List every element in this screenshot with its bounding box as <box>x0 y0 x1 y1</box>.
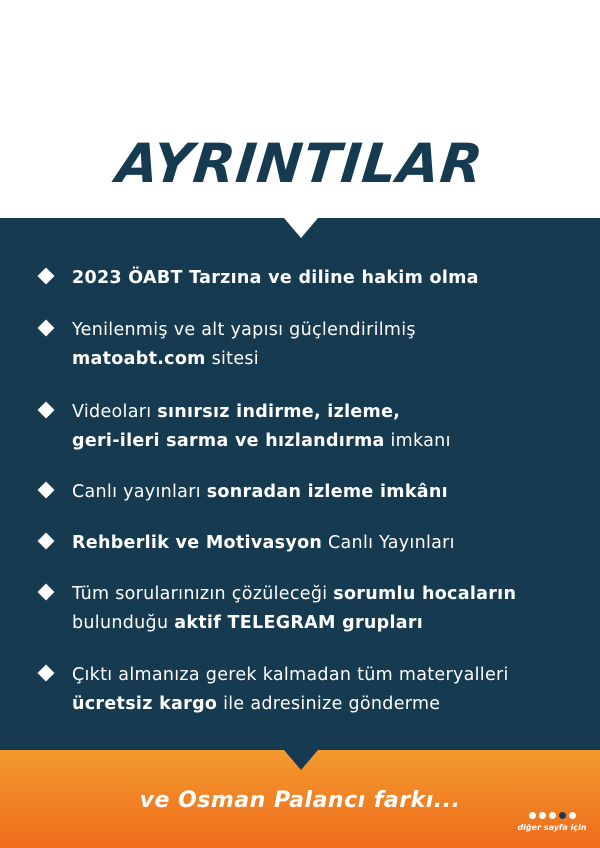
text-segment: Yenilenmiş ve alt yapısı güçlendirilmiş <box>72 320 416 340</box>
list-item-line <box>72 690 582 719</box>
page-title: AYRINTILAR <box>113 132 487 195</box>
list-item-text <box>72 398 582 456</box>
list-item-line <box>72 478 582 507</box>
bold-text-segment: sorumlu hocaların <box>333 584 517 604</box>
list-item-line <box>72 427 582 456</box>
header-notch <box>284 218 318 238</box>
bold-text-segment: ücretsiz kargo <box>72 694 218 714</box>
text-segment: Videoları <box>72 402 158 422</box>
text-segment: Tüm sorularınızın çözüleceği <box>72 584 334 604</box>
panel-notch <box>284 750 318 770</box>
bold-text-segment: aktif TELEGRAM grupları <box>174 613 424 633</box>
list-item-line <box>72 345 582 374</box>
next-page-indicator[interactable] <box>512 812 592 832</box>
bold-text-segment: matoabt.com <box>72 349 206 369</box>
bold-text-segment: geri-ileri sarma ve hızlandırma <box>72 431 385 451</box>
list-item-text <box>72 529 582 558</box>
text-segment: imkanı <box>384 431 451 451</box>
header-area <box>0 0 600 218</box>
list-item-line <box>72 316 582 345</box>
bold-text-segment: 2023 ÖABT Tarzına ve diline hakim olma <box>72 268 479 288</box>
list-item-line <box>72 529 582 558</box>
list-item-line <box>72 580 582 609</box>
bold-text-segment: Rehberlik ve Motivasyon <box>72 533 323 553</box>
list-item-text <box>72 316 582 374</box>
text-segment: Çıktı almanıza gerek kalmadan tüm materyalleri <box>72 665 509 685</box>
list-item-line <box>72 264 582 293</box>
text-segment: Canlı Yayınları <box>322 533 455 553</box>
bold-text-segment: sınırsız indirme, izleme, <box>157 402 401 422</box>
list-item-text <box>72 264 582 293</box>
list-item-text <box>72 661 582 719</box>
page-dots-icon <box>512 812 592 819</box>
text-segment: bulunduğu <box>72 613 175 633</box>
footer-tagline: ve Osman Palancı farkı... <box>139 788 461 813</box>
next-page-label: diğer sayfa için <box>517 823 587 832</box>
list-item-text <box>72 478 582 507</box>
text-segment: Canlı yayınları <box>72 482 207 502</box>
text-segment: sitesi <box>205 349 259 369</box>
list-item-line <box>72 398 582 427</box>
list-item-text <box>72 580 582 638</box>
list-item-line <box>72 661 582 690</box>
list-item-line <box>72 609 582 638</box>
bold-text-segment: sonradan izleme imkânı <box>206 482 448 502</box>
text-segment: ile adresinize gönderme <box>217 694 441 714</box>
